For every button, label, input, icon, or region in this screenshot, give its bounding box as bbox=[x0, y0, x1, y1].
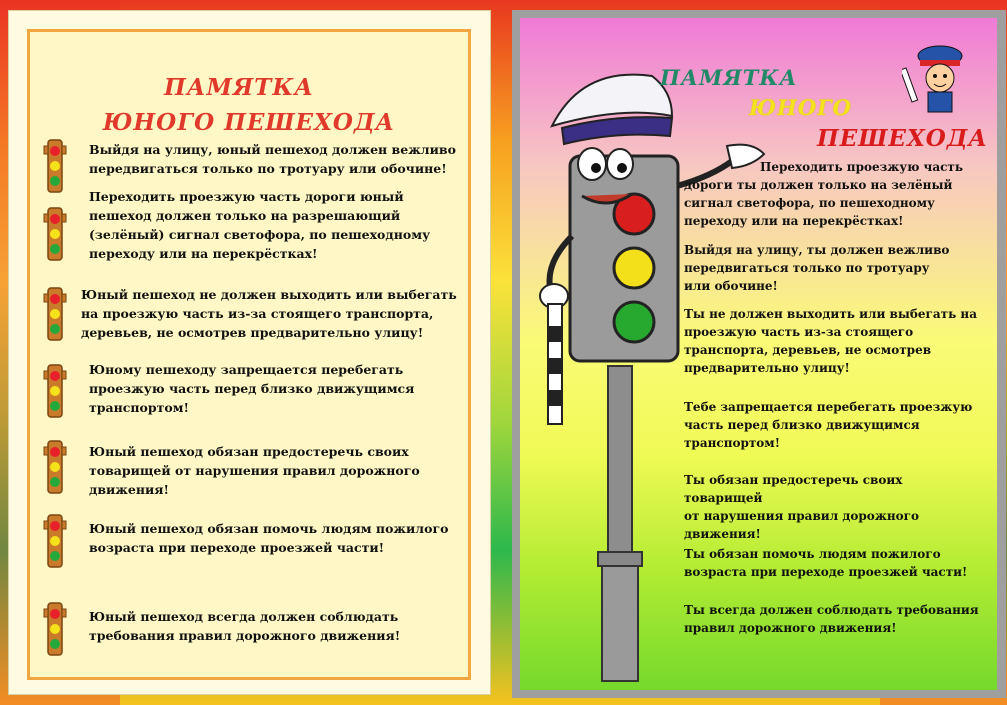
rule-line: возраста при переходе проезжей части! bbox=[684, 565, 968, 579]
left-rule-4 bbox=[89, 360, 469, 417]
right-rule-3 bbox=[684, 305, 984, 377]
traffic-light-icon bbox=[41, 138, 69, 194]
rule-line: Переходить проезжую часть bbox=[760, 160, 964, 174]
rule-line: проезжую часть перед близко движущимся bbox=[89, 381, 415, 396]
rule-line: дороги ты должен только на зелёный bbox=[684, 178, 953, 192]
traffic-light-icon bbox=[41, 601, 69, 657]
rule-line: (зелёный) сигнал светофора, по пешеходному bbox=[89, 227, 431, 242]
rule-line: переходу или на перекрёстках! bbox=[89, 246, 318, 261]
rule-line: на проезжую часть из-за стоящего транспорта, bbox=[81, 306, 434, 321]
right-rule-6 bbox=[684, 545, 984, 581]
rule-line: деревьев, не осмотрев предварительно улицу! bbox=[81, 325, 424, 340]
right-title-line3: ПЕШЕХОДА bbox=[817, 125, 989, 152]
rule-line: транспорта, деревьев, не осмотрев bbox=[684, 343, 932, 357]
rule-line: транспортом! bbox=[89, 400, 189, 415]
rule-line: Юному пешеходу запрещается перебегать bbox=[89, 362, 404, 377]
rule-line: предварительно улицу! bbox=[684, 361, 850, 375]
rule-line: проезжую часть из-за стоящего bbox=[684, 325, 914, 339]
left-rule-3 bbox=[81, 285, 461, 342]
right-rule-7 bbox=[684, 601, 984, 637]
rule-line: Выйдя на улицу, ты должен вежливо bbox=[684, 243, 950, 257]
rule-line: Ты всегда должен соблюдать требования bbox=[684, 603, 979, 617]
left-rule-5 bbox=[89, 442, 469, 499]
rule-line: правил дорожного движения! bbox=[684, 621, 897, 635]
rule-line: Юный пешеход обязан помочь людям пожилого bbox=[89, 521, 449, 536]
rule-line: передвигаться только по тротуару или обочине! bbox=[89, 161, 447, 176]
left-title-line1: ПАМЯТКА bbox=[164, 74, 314, 101]
traffic-light-icon bbox=[41, 206, 69, 262]
traffic-light-icon bbox=[41, 363, 69, 419]
right-title-line2: ЮНОГО bbox=[749, 95, 852, 120]
right-rule-2 bbox=[684, 241, 984, 295]
traffic-light-icon bbox=[41, 286, 69, 342]
rule-line: передвигаться только по тротуару bbox=[684, 261, 930, 275]
right-rule-1-start bbox=[760, 158, 1000, 176]
traffic-light-icon bbox=[41, 439, 69, 495]
rule-line: Юный пешеход не должен выходить или выбегать bbox=[81, 287, 457, 302]
rule-line: Ты не должен выходить или выбегать на bbox=[684, 307, 977, 321]
rule-line: движения! bbox=[684, 527, 761, 541]
rule-line: транспортом! bbox=[684, 436, 780, 450]
traffic-light-icon bbox=[41, 513, 69, 569]
rule-line: товарищей от нарушения правил дорожного bbox=[89, 463, 420, 478]
cartoon-officer-icon bbox=[902, 38, 972, 118]
rule-line: движения! bbox=[89, 482, 170, 497]
rule-line: Ты обязан предостеречь своих товарищей bbox=[684, 473, 903, 505]
rule-line: Юный пешеход всегда должен соблюдать bbox=[89, 609, 399, 624]
rule-line: переходу или на перекрёстках! bbox=[684, 214, 904, 228]
right-rule-4 bbox=[684, 398, 984, 452]
left-rule-2 bbox=[89, 187, 469, 263]
left-title-line2: ЮНОГО ПЕШЕХОДА bbox=[102, 109, 396, 136]
rule-line: Юный пешеход обязан предостеречь своих bbox=[89, 444, 409, 459]
rule-line: пешеход должен только на разрешающий bbox=[89, 208, 401, 223]
rule-line: Выйдя на улицу, юный пешеход должен вежливо bbox=[89, 142, 456, 157]
left-rule-6 bbox=[89, 519, 469, 557]
left-poster bbox=[9, 11, 490, 694]
rule-line: часть перед близко движущимся bbox=[684, 418, 920, 432]
left-poster-panel bbox=[27, 29, 471, 680]
left-rule-1 bbox=[89, 140, 469, 178]
rule-line: сигнал светофора, по пешеходному bbox=[684, 196, 935, 210]
rule-line: или обочине! bbox=[684, 279, 778, 293]
rule-line: требования правил дорожного движения! bbox=[89, 628, 401, 643]
right-poster bbox=[512, 10, 1006, 698]
rule-line: Переходить проезжую часть дороги юный bbox=[89, 189, 404, 204]
rule-line: Тебе запрещается перебегать проезжую bbox=[684, 400, 973, 414]
left-rule-7 bbox=[89, 607, 469, 645]
rule-line: возраста при переходе проезжей части! bbox=[89, 540, 385, 555]
right-rule-1 bbox=[684, 176, 984, 230]
rule-line: Ты обязан помочь людям пожилого bbox=[684, 547, 941, 561]
rule-line: от нарушения правил дорожного bbox=[684, 509, 919, 523]
right-rule-5 bbox=[684, 471, 984, 543]
right-title-line1: ПАМЯТКА bbox=[660, 65, 798, 90]
